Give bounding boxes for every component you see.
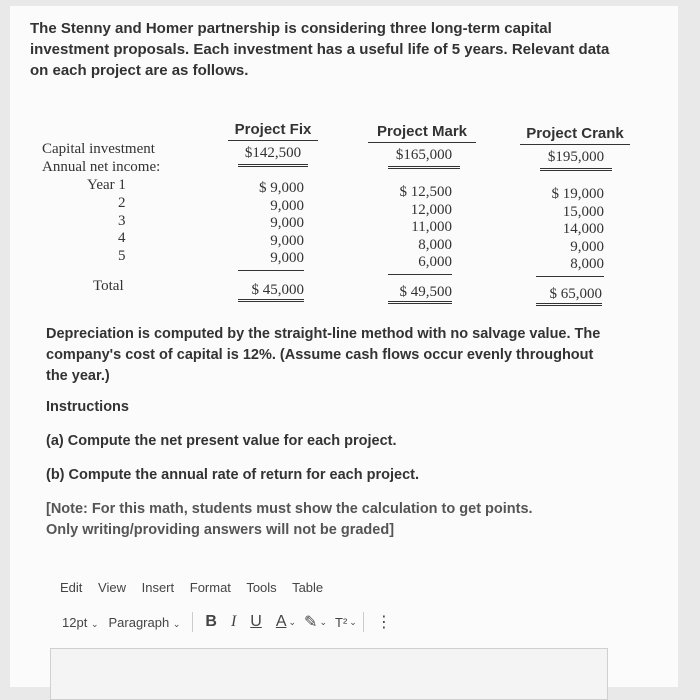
income-value: 9,000 [238,250,304,271]
income-value: 14,000 [562,221,604,237]
row-label-years [118,195,126,265]
year-label: 5 [118,247,126,264]
depreciation-note: Depreciation is computed by the straight-line method with no salvage value. The company's cost of capital is 12%. (Assume cash flows occur evenly throughout the year.) [46,326,601,384]
income-value: 6,000 [388,254,452,275]
italic-button[interactable]: I [230,613,237,630]
project-fix-cost: $142,500 [238,145,308,167]
problem-intro: The Stenny and Homer partnership is considering three long-term capital investment proposals. Each investment has a useful life of 5 years. Relevant data on each project are as follows. [30,20,610,79]
editor-toolbar [62,612,406,632]
instructions-heading: Instructions [46,399,129,415]
toolbar-divider [192,612,193,632]
menu-format[interactable]: Format [189,580,231,595]
project-mark-total: $ 49,500 [388,284,452,304]
more-options-icon[interactable]: ⋮ [375,614,392,631]
grading-note: [Note: For this math, students must show the calculation to get points. Only writing/providing answers will not be graded] [46,501,533,538]
income-value: $ 12,500 [399,184,452,200]
income-value: 15,000 [562,203,604,220]
income-value: 8,000 [418,236,452,253]
project-mark-header: Project Mark [368,123,476,143]
bold-button[interactable]: B [205,613,217,630]
menu-table[interactable]: Table [292,580,324,595]
underline-button[interactable]: U [250,613,262,630]
chevron-down-icon[interactable]: ⌄ [319,616,327,627]
menu-insert[interactable]: Insert [141,580,175,595]
income-value: 9,000 [270,215,304,231]
project-mark-cost: $165,000 [388,147,460,169]
project-fix-incomes [238,180,304,271]
part-b: (b) Compute the annual rate of return for each project. [46,467,420,483]
answer-editor-area[interactable] [50,648,608,700]
project-fix-header: Project Fix [228,121,318,141]
block-format-select[interactable] [108,615,180,630]
chevron-down-icon: ⌄ [172,618,181,629]
row-label-year1: Year 1 [87,177,126,193]
income-value: 11,000 [411,219,452,235]
row-label-capital: Capital investment [42,141,155,157]
project-crank-cost: $195,000 [540,149,612,171]
menu-tools[interactable]: Tools [246,580,277,595]
income-value: 9,000 [570,238,604,255]
highlight-icon[interactable]: ✎ [304,614,318,631]
income-value: $ 9,000 [259,180,304,196]
project-mark-incomes [388,184,452,275]
superscript-button[interactable]: T² [335,614,348,630]
income-value: 8,000 [536,256,604,277]
year-label: 2 [118,195,126,211]
row-label-income: Annual net income: [42,159,161,175]
income-value: 9,000 [270,197,304,214]
income-value: 12,000 [410,201,452,218]
project-fix-total: $ 45,000 [238,282,304,302]
year-label: 4 [118,230,126,246]
year-label: 3 [118,212,126,229]
font-size-value: 12pt [62,614,88,630]
project-crank-header: Project Crank [520,125,630,145]
menu-view[interactable]: View [98,580,126,595]
project-crank-incomes [536,186,604,277]
font-size-select[interactable] [62,615,98,630]
part-a: (a) Compute the net present value for each project. [46,433,397,449]
block-format-value: Paragraph [108,614,170,630]
income-value: $ 19,000 [551,186,604,202]
toolbar-divider [363,612,364,632]
menu-edit[interactable]: Edit [60,580,83,595]
chevron-down-icon[interactable]: ⌄ [349,616,357,627]
chevron-down-icon[interactable]: ⌄ [288,616,297,627]
project-crank-total: $ 65,000 [536,286,602,306]
editor-menubar [60,580,335,595]
row-label-total: Total [93,278,124,294]
income-value: 9,000 [270,232,304,249]
font-color-button[interactable]: A [275,613,287,630]
chevron-down-icon: ⌄ [90,618,99,629]
